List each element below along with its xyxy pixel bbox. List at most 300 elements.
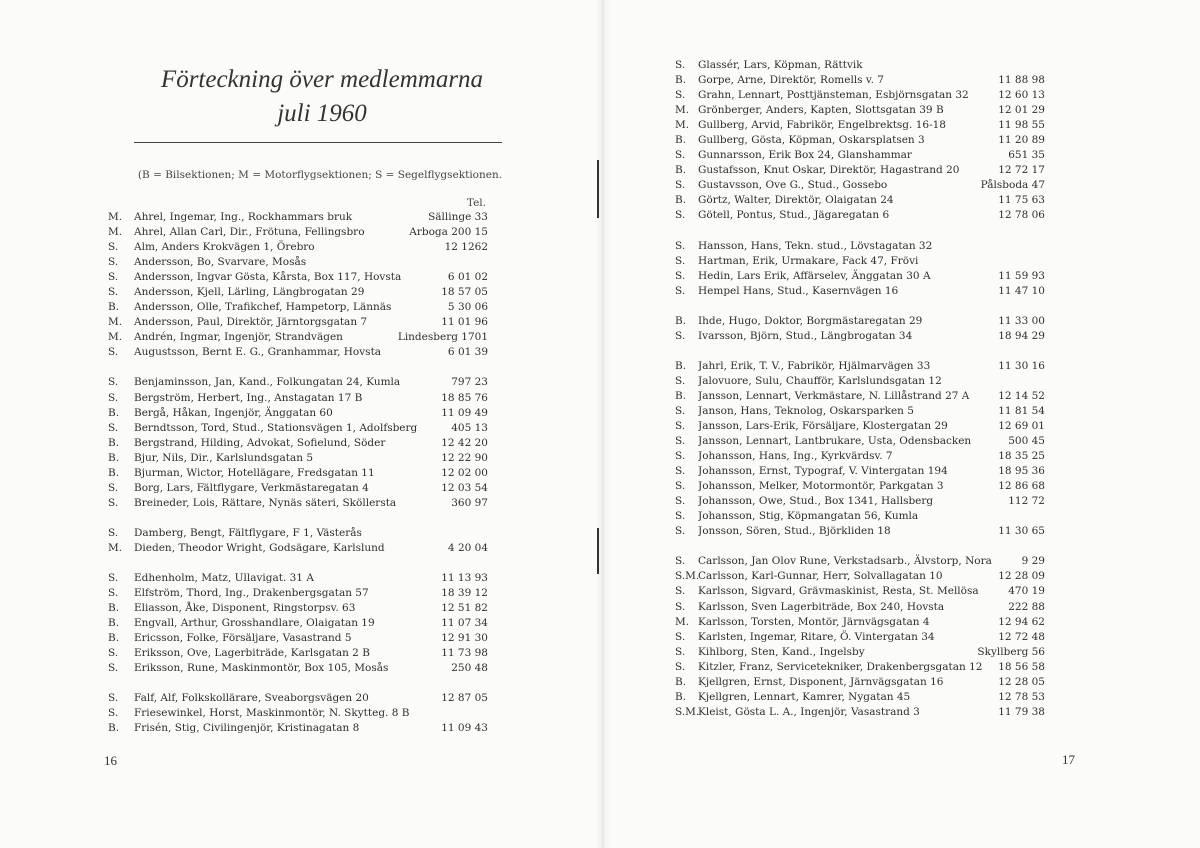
member-phone: 11 01 96 [441, 316, 488, 329]
member-section: M. [108, 211, 123, 223]
member-section: S. [675, 254, 686, 267]
member-entry [675, 329, 1045, 344]
member-section: B. [108, 466, 120, 479]
member-phone: 11 98 55 [998, 119, 1045, 132]
member-entry [675, 374, 1045, 389]
member-details: Bergå, Håkan, Ingenjör, Änggatan 60 [134, 406, 333, 419]
member-entry [675, 449, 1045, 464]
group-spacer [675, 224, 1045, 239]
member-section: S. [675, 269, 686, 282]
member-entry [675, 239, 1045, 254]
member-phone: 11 33 00 [998, 314, 1045, 327]
member-section: M. [108, 331, 123, 344]
member-entry [108, 616, 488, 631]
member-phone: 12 78 53 [998, 690, 1045, 703]
member-entry [108, 421, 488, 436]
member-entry [675, 615, 1045, 630]
member-details: Hempel Hans, Stud., Kasernvägen 16 [698, 284, 899, 297]
member-entry [675, 389, 1045, 404]
group-spacer [675, 344, 1045, 359]
member-section: S. [675, 510, 686, 523]
member-details: Gullberg, Gösta, Köpman, Oskarsplatsen 3 [698, 134, 925, 147]
member-section: S. [108, 707, 119, 720]
member-section: S. [675, 525, 686, 538]
member-phone [484, 255, 488, 270]
member-phone: 12 02 00 [441, 466, 488, 479]
member-details: Andrén, Ingmar, Ingenjör, Strandvägen [134, 331, 343, 344]
member-section: B. [108, 602, 120, 615]
member-phone: 11 09 49 [441, 406, 488, 419]
member-phone: Skyllberg 56 [977, 645, 1045, 658]
member-phone: 12 51 82 [441, 602, 488, 615]
member-section: S. [675, 149, 686, 162]
member-entry [108, 255, 488, 270]
member-details: Gustafsson, Knut Oskar, Direktör, Hagastrand 20 [698, 164, 960, 177]
member-section: S. [675, 239, 686, 252]
page-fold [596, 0, 610, 848]
member-list-left [108, 210, 488, 736]
member-entry [675, 118, 1045, 133]
member-list-right [675, 58, 1045, 720]
member-entry [108, 481, 488, 496]
member-section: S. [675, 660, 686, 673]
member-phone: 11 13 93 [441, 571, 488, 584]
member-entry [108, 661, 488, 676]
title-line-2: juli 1960 [277, 100, 367, 127]
member-details: Karlsson, Sven Lagerbiträde, Box 240, Hovsta [698, 600, 945, 613]
member-phone: 6 01 39 [447, 346, 488, 359]
member-details: Ahrel, Ingemar, Ing., Rockhammars bruk [134, 211, 353, 223]
member-section: B. [675, 164, 687, 177]
member-entry [675, 509, 1045, 524]
member-entry [675, 524, 1045, 539]
fold-mark [597, 528, 599, 574]
member-phone: 250 48 [451, 662, 488, 675]
member-section: S. [675, 329, 686, 342]
member-section: S. [108, 481, 119, 494]
member-details: Borg, Lars, Fältflygare, Verkmästaregatan 4 [134, 481, 369, 494]
member-details: Jansson, Lennart, Verkmästare, N. Lillåstrand 27 A [698, 389, 970, 402]
member-phone: 12 86 68 [998, 480, 1045, 493]
member-phone [1041, 374, 1045, 389]
member-entry [108, 646, 488, 661]
member-entry [108, 451, 488, 466]
member-phone: 797 23 [451, 376, 488, 389]
member-details: Carlsson, Karl-Gunnar, Herr, Solvallagatan 10 [698, 570, 943, 583]
member-section: S. [675, 630, 686, 643]
group-spacer [675, 299, 1045, 314]
member-entry [108, 706, 488, 721]
member-section: S. [675, 450, 686, 463]
member-phone: 651 35 [1008, 149, 1045, 162]
member-details: Damberg, Bengt, Fältflygare, F 1, Västerås [134, 526, 362, 539]
page-number-right: 17 [1062, 752, 1075, 767]
member-details: Glassér, Lars, Köpman, Rättvik [698, 59, 863, 71]
member-entry [108, 526, 488, 541]
member-phone: 11 75 63 [998, 194, 1045, 207]
member-section: S. [108, 346, 119, 359]
member-entry [675, 434, 1045, 449]
member-details: Hansson, Hans, Tekn. stud., Lövstagatan 32 [698, 239, 933, 252]
member-phone [1041, 58, 1045, 73]
member-details: Jahrl, Erik, T. V., Fabrikör, Hjälmarvägen 33 [698, 359, 931, 372]
member-entry [675, 645, 1045, 660]
member-section: B. [108, 617, 120, 630]
member-details: Götell, Pontus, Stud., Jägaregatan 6 [698, 209, 890, 222]
member-entry [108, 210, 488, 225]
member-section: M. [675, 119, 690, 132]
member-entry [675, 584, 1045, 599]
member-entry [675, 690, 1045, 705]
member-entry [108, 270, 488, 285]
member-details: Carlsson, Jan Olov Rune, Verkstadsarb., Älvstorp, Nora [698, 555, 992, 568]
member-phone: 12 42 20 [441, 436, 488, 449]
member-entry [675, 103, 1045, 118]
member-section: S. [675, 59, 686, 71]
member-phone: 12 28 09 [998, 570, 1045, 583]
member-section: S. [675, 89, 686, 102]
member-details: Jansson, Lars-Erik, Försäljare, Klostergatan 29 [698, 419, 948, 432]
member-entry [675, 208, 1045, 223]
member-details: Kjellgren, Lennart, Kamrer, Nygatan 45 [698, 690, 911, 703]
member-section: S. [675, 209, 686, 222]
member-section: S. [675, 419, 686, 432]
member-section: S. [108, 692, 119, 705]
member-section: S. [675, 480, 686, 493]
member-phone: Lindesberg 1701 [397, 331, 488, 344]
member-phone: 11 09 43 [441, 722, 488, 735]
fold-mark [597, 160, 599, 218]
member-phone: 112 72 [1008, 495, 1045, 508]
member-entry [675, 569, 1045, 584]
member-section: S. [675, 495, 686, 508]
member-phone: 11 30 16 [998, 359, 1045, 372]
member-phone: 9 29 [1021, 555, 1045, 568]
member-entry [675, 494, 1045, 509]
member-section: M. [108, 226, 123, 239]
member-section: B. [675, 74, 687, 87]
member-entry [675, 193, 1045, 208]
member-entry [108, 315, 488, 330]
member-phone: 11 79 38 [998, 705, 1045, 718]
member-entry [675, 359, 1045, 374]
member-phone: Arboga 200 15 [409, 226, 488, 239]
section-legend: (B = Bilsektionen; M = Motorflygsektionen; S = Segelflygsektionen. [137, 169, 503, 181]
member-section: S.M. [675, 570, 700, 583]
member-section: S. [108, 241, 119, 254]
member-details: Bjur, Nils, Dir., Karlslundsgatan 5 [134, 451, 314, 464]
member-phone: 18 85 76 [441, 391, 488, 404]
member-section: B. [108, 632, 120, 645]
member-entry [108, 496, 488, 511]
member-details: Karlsson, Sigvard, Grävmaskinist, Resta, St. Mellösa [698, 585, 979, 598]
tel-header: Tel. [466, 197, 486, 209]
member-phone: 11 30 65 [998, 525, 1045, 538]
member-details: Karlsten, Ingemar, Ritare, Ö. Vintergatan 34 [698, 630, 935, 643]
member-entry [108, 631, 488, 646]
member-entry [675, 254, 1045, 269]
member-details: Bjurman, Wictor, Hotellägare, Fredsgatan 11 [134, 466, 375, 479]
member-entry [108, 601, 488, 616]
member-details: Gustavsson, Ove G., Stud., Gossebo [698, 179, 888, 192]
member-phone: 18 57 05 [441, 286, 488, 299]
member-section: S. [108, 256, 119, 269]
member-entry [108, 541, 488, 556]
member-details: Frisén, Stig, Civilingenjör, Kristinagatan 8 [134, 722, 360, 735]
member-entry [675, 148, 1045, 163]
member-phone: 4 20 04 [447, 541, 488, 554]
member-entry [108, 240, 488, 255]
member-entry [675, 419, 1045, 434]
member-entry [108, 391, 488, 406]
member-phone: 12 69 01 [998, 419, 1045, 432]
member-details: Janson, Hans, Teknolog, Oskarsparken 5 [698, 404, 914, 417]
member-section: S. [675, 585, 686, 598]
member-details: Ihde, Hugo, Doktor, Borgmästaregatan 29 [698, 314, 923, 327]
member-entry [675, 660, 1045, 675]
member-entry [675, 404, 1045, 419]
member-section: S. [108, 271, 119, 284]
member-entry [675, 284, 1045, 299]
member-phone [1041, 254, 1045, 269]
page-title [134, 64, 510, 130]
member-entry [108, 300, 488, 315]
member-details: Johansson, Hans, Ing., Kyrkvärdsv. 7 [698, 450, 893, 463]
page-number-left: 16 [104, 753, 117, 768]
member-section: S. [108, 286, 119, 299]
member-phone: 470 19 [1008, 585, 1045, 598]
member-details: Kjellgren, Ernst, Disponent, Järnvägsgatan 16 [698, 675, 944, 688]
group-spacer [108, 511, 488, 526]
member-phone: 12 72 48 [998, 630, 1045, 643]
member-section: S. [108, 571, 119, 584]
member-phone: 18 95 36 [998, 465, 1045, 478]
member-section: S. [675, 435, 686, 448]
member-phone [1041, 239, 1045, 254]
member-entry [108, 345, 488, 360]
member-section: S. [108, 496, 119, 509]
member-details: Ivarsson, Björn, Stud., Längbrogatan 34 [698, 329, 913, 342]
member-entry [108, 375, 488, 390]
member-phone: 11 73 98 [441, 647, 488, 660]
member-details: Augustsson, Bernt E. G., Granhammar, Hovsta [134, 346, 382, 359]
member-details: Eriksson, Rune, Maskinmontör, Box 105, Mosås [134, 662, 389, 675]
member-phone: 5 30 06 [447, 301, 488, 314]
group-spacer [108, 556, 488, 571]
member-details: Karlsson, Torsten, Montör, Järnvägsgatan 4 [698, 615, 930, 628]
member-entry [675, 178, 1045, 193]
member-entry [108, 436, 488, 451]
member-entry [108, 571, 488, 586]
member-details: Alm, Anders Krokvägen 1, Örebro [134, 241, 315, 254]
member-entry [675, 675, 1045, 690]
left-page [106, 40, 510, 736]
member-phone: 6 01 02 [447, 271, 488, 284]
member-details: Hedin, Lars Erik, Affärselev, Änggatan 30 A [698, 269, 931, 282]
member-details: Kleist, Gösta L. A., Ingenjör, Vasastrand 3 [698, 705, 920, 718]
member-phone: 11 59 93 [998, 269, 1045, 282]
member-details: Johansson, Stig, Köpmangatan 56, Kumla [698, 510, 919, 523]
member-section: B. [675, 359, 687, 372]
member-details: Andersson, Bo, Svarvare, Mosås [134, 256, 307, 269]
member-section: B. [675, 389, 687, 402]
member-details: Johansson, Ernst, Typograf, V. Vintergatan 194 [698, 465, 948, 478]
member-entry [675, 73, 1045, 88]
member-section: S.M. [675, 705, 700, 718]
member-section: B. [108, 436, 120, 449]
member-details: Gullberg, Arvid, Fabrikör, Engelbrektsg. 16-18 [698, 119, 946, 132]
member-phone: 12 28 05 [998, 675, 1045, 688]
member-details: Bergstrand, Hilding, Advokat, Sofielund, Söder [134, 436, 386, 449]
member-details: Falf, Alf, Folkskollärare, Sveaborgsvägen 20 [134, 692, 369, 705]
member-details: Andersson, Olle, Trafikchef, Hampetorp, Lännäs [134, 301, 392, 314]
member-entry [675, 479, 1045, 494]
member-phone: 360 97 [451, 496, 488, 509]
group-spacer [108, 360, 488, 375]
member-details: Dieden, Theodor Wright, Godsägare, Karlslund [134, 541, 385, 554]
member-section: B. [108, 406, 120, 419]
member-entry [108, 406, 488, 421]
member-section: M. [108, 316, 123, 329]
member-section: S. [108, 647, 119, 660]
member-entry [675, 630, 1045, 645]
member-details: Engvall, Arthur, Grosshandlare, Olaigatan 19 [134, 617, 375, 630]
member-phone: Sällinge 33 [428, 211, 488, 223]
member-details: Andersson, Ingvar Gösta, Kårsta, Box 117, Hovsta [134, 271, 402, 284]
member-details: Friesewinkel, Horst, Maskinmontör, N. Skytteg. 8 B [134, 707, 410, 720]
member-details: Grahn, Lennart, Posttjänsteman, Esbjörnsgatan 32 [698, 89, 969, 102]
member-section: S. [108, 526, 119, 539]
member-details: Gunnarsson, Erik Box 24, Glanshammar [698, 149, 912, 162]
member-section: S. [675, 179, 686, 192]
member-phone: 11 47 10 [998, 284, 1045, 297]
member-entry [108, 330, 488, 345]
member-details: Jalovuore, Sulu, Chaufför, Karlslundsgatan 12 [698, 374, 942, 387]
member-details: Jonsson, Sören, Stud., Björkliden 18 [698, 525, 891, 538]
member-details: Elfström, Thord, Ing., Drakenbergsgatan 57 [134, 587, 369, 600]
member-entry [108, 466, 488, 481]
member-phone: 12 72 17 [998, 164, 1045, 177]
member-phone: 12 94 62 [998, 615, 1045, 628]
member-phone: 12 03 54 [441, 481, 488, 494]
member-details: Edhenholm, Matz, Ullavigat. 31 A [134, 571, 314, 584]
member-section: M. [108, 541, 123, 554]
member-entry [675, 133, 1045, 148]
member-section: B. [675, 194, 687, 207]
member-phone: 18 35 25 [998, 450, 1045, 463]
member-section: B. [108, 451, 120, 464]
member-entry [108, 285, 488, 300]
member-section: B. [675, 675, 687, 688]
member-section: B. [108, 722, 120, 735]
member-details: Andersson, Paul, Direktör, Järntorgsgatan 7 [134, 316, 368, 329]
member-entry [675, 88, 1045, 103]
member-section: S. [675, 465, 686, 478]
member-section: M. [675, 104, 690, 117]
member-section: S. [675, 284, 686, 297]
member-phone: 18 94 29 [998, 329, 1045, 342]
member-phone: 12 22 90 [441, 451, 488, 464]
member-entry [675, 58, 1045, 73]
member-details: Eriksson, Ove, Lagerbiträde, Karlsgatan 2 B [134, 647, 370, 660]
member-details: Breineder, Lois, Rättare, Nynäs säteri, Sköllersta [134, 496, 397, 509]
member-details: Grönberger, Anders, Kapten, Slottsgatan 39 B [698, 104, 944, 117]
member-section: S. [108, 391, 119, 404]
member-details: Ahrel, Allan Carl, Dir., Frötuna, Fellingsbro [134, 226, 365, 239]
member-section: S. [675, 600, 686, 613]
member-section: S. [108, 662, 119, 675]
member-section: S. [108, 376, 119, 389]
member-details: Berndtsson, Tord, Stud., Stationsvägen 1, Adolfsberg [134, 421, 418, 434]
member-details: Bergström, Herbert, Ing., Anstagatan 17 B [134, 391, 363, 404]
member-section: S. [108, 421, 119, 434]
member-entry [108, 691, 488, 706]
member-phone: 11 81 54 [998, 404, 1045, 417]
member-details: Andersson, Kjell, Lärling, Längbrogatan 29 [134, 286, 365, 299]
member-phone [1041, 509, 1045, 524]
member-phone: 405 13 [451, 421, 488, 434]
member-details: Benjaminsson, Jan, Kand., Folkungatan 24, Kumla [134, 376, 401, 389]
member-phone: 12 60 13 [998, 89, 1045, 102]
member-section: S. [675, 404, 686, 417]
member-phone: 11 88 98 [998, 74, 1045, 87]
member-details: Gorpe, Arne, Direktör, Romells v. 7 [698, 74, 884, 87]
group-spacer [108, 676, 488, 691]
member-phone: 12 01 29 [998, 104, 1045, 117]
member-details: Ericsson, Folke, Försäljare, Vasastrand 5 [134, 632, 352, 645]
member-section: B. [675, 134, 687, 147]
member-section: B. [675, 690, 687, 703]
member-details: Eliasson, Åke, Disponent, Ringstorpsv. 63 [134, 602, 356, 615]
member-details: Hartman, Erik, Urmakare, Fack 47, Frövi [698, 254, 919, 267]
member-phone: Pålsboda 47 [980, 179, 1045, 192]
member-phone: 18 39 12 [441, 587, 488, 600]
member-entry [108, 225, 488, 240]
member-details: Görtz, Walter, Direktör, Olaigatan 24 [698, 194, 894, 207]
member-phone: 12 87 05 [441, 692, 488, 705]
member-entry [108, 586, 488, 601]
title-line-1: Förteckning över medlemmarna [160, 66, 484, 93]
member-entry [675, 269, 1045, 284]
member-details: Jansson, Lennart, Lantbrukare, Usta, Odensbacken [698, 435, 972, 448]
member-section: S. [108, 587, 119, 600]
member-details: Kihlborg, Sten, Kand., Ingelsby [698, 645, 865, 658]
member-phone: 12 1262 [444, 241, 488, 254]
member-section: S. [675, 374, 686, 387]
member-section: S. [675, 555, 686, 568]
member-section: B. [108, 301, 120, 314]
member-phone [484, 526, 488, 541]
member-phone: 18 56 58 [998, 660, 1045, 673]
member-details: Kitzler, Franz, Servicetekniker, Drakenbergsgatan 12 [698, 660, 983, 673]
member-phone: 12 78 06 [998, 209, 1045, 222]
group-spacer [675, 539, 1045, 554]
member-phone: 12 91 30 [441, 632, 488, 645]
member-entry [675, 163, 1045, 178]
member-section: M. [675, 615, 690, 628]
member-entry [675, 705, 1045, 720]
member-phone: 500 45 [1008, 435, 1045, 448]
member-entry [675, 554, 1045, 569]
member-entry [675, 600, 1045, 615]
member-phone: 11 07 34 [441, 617, 488, 630]
member-phone [484, 706, 488, 721]
title-rule [134, 142, 502, 143]
member-entry [675, 314, 1045, 329]
member-phone: 11 20 89 [998, 134, 1045, 147]
member-section: S. [675, 645, 686, 658]
member-entry [108, 721, 488, 736]
